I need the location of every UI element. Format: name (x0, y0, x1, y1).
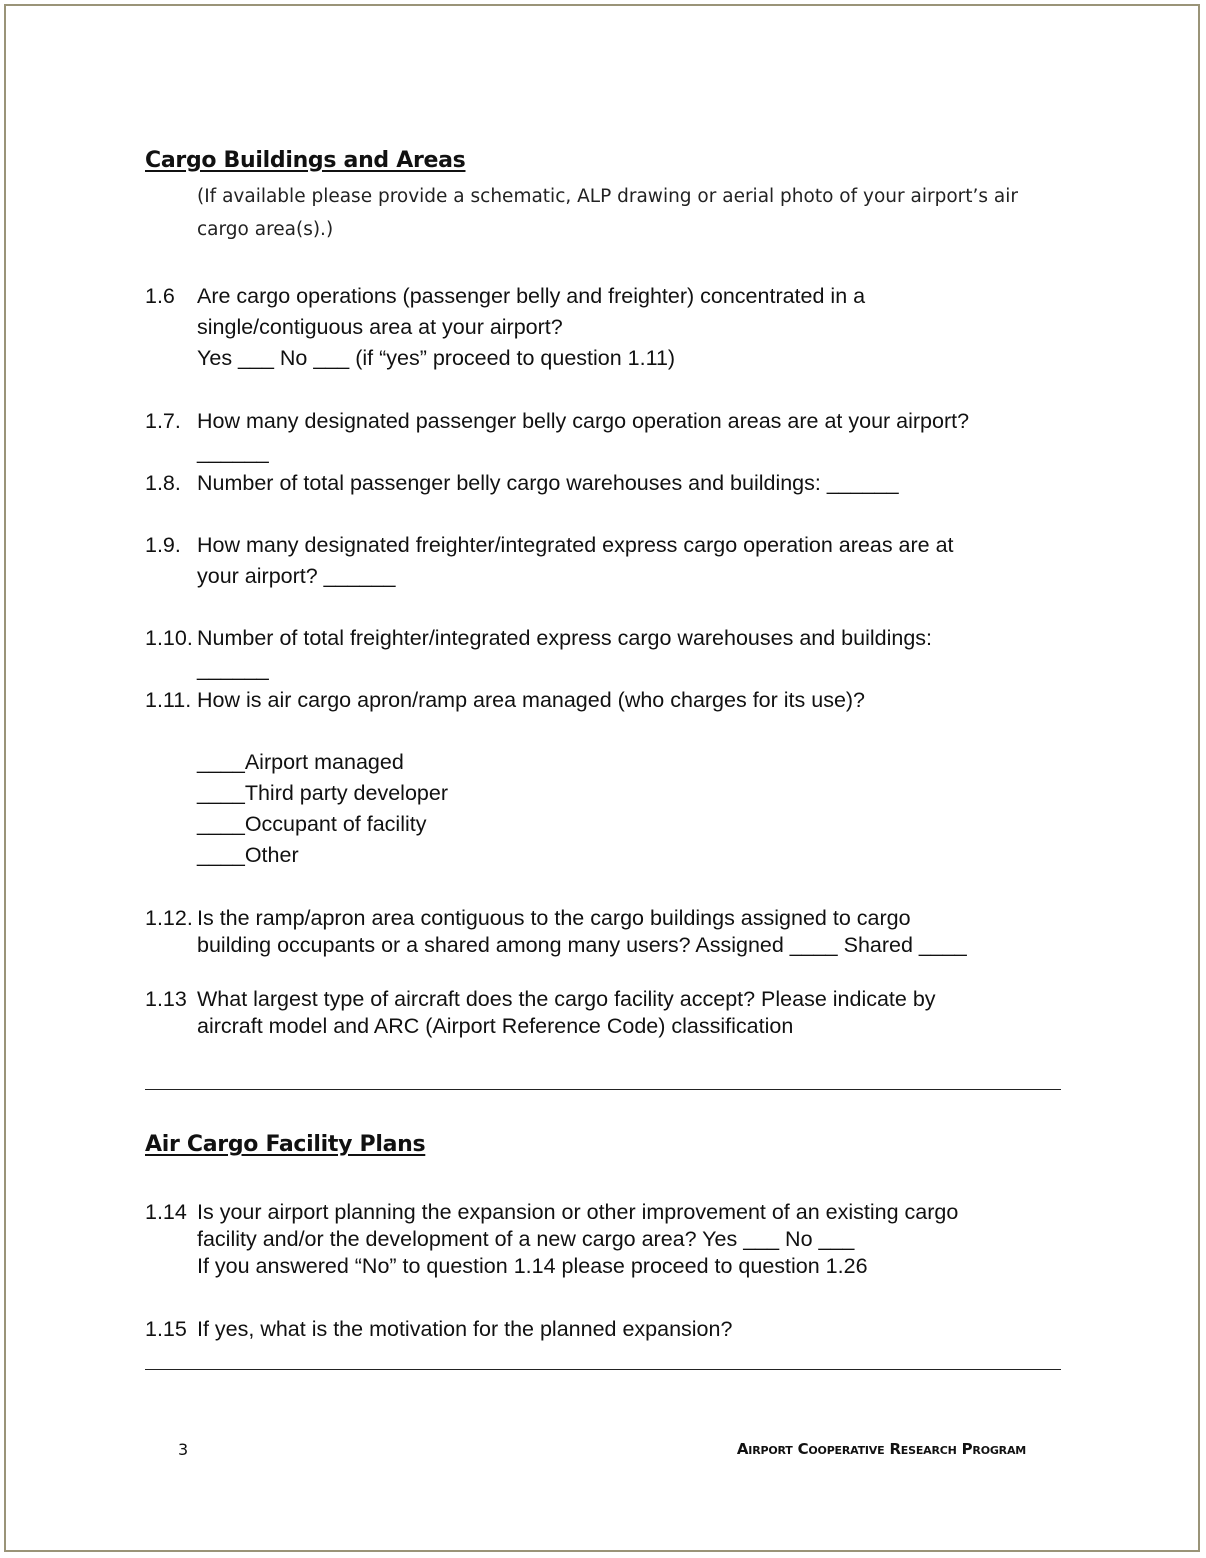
question-1-13-line1: What largest type of aircraft does the cargo facility accept? Please indicate by (197, 987, 936, 1011)
option-third-party-developer: ____Third party developer (197, 781, 448, 805)
question-1-7-line1: How many designated passenger belly cargo operation areas are at your airport? (197, 409, 970, 433)
question-1-14-line3: If you answered “No” to question 1.14 please proceed to question 1.26 (197, 1254, 868, 1278)
option-occupant-of-facility: ____Occupant of facility (197, 812, 427, 836)
question-1-13-line2: aircraft model and ARC (Airport Reference Code) classification (197, 1014, 794, 1038)
question-1-7-blank: ______ (197, 440, 269, 464)
question-number-1-6: 1.6 (145, 284, 175, 308)
question-1-12-line1: Is the ramp/apron area contiguous to the cargo buildings assigned to cargo (197, 906, 911, 930)
question-number-1-7: 1.7. (145, 409, 181, 433)
question-1-6-line3: Yes ___ No ___ (if “yes” proceed to question 1.11) (197, 346, 676, 370)
section-note-line2: cargo area(s).) (197, 219, 334, 240)
answer-line-1-15 (145, 1369, 1061, 1370)
section-title-cargo-buildings: Cargo Buildings and Areas (145, 148, 466, 173)
answer-line-1-13 (145, 1089, 1061, 1090)
question-1-10-line1: Number of total freighter/integrated express cargo warehouses and buildings: (197, 626, 932, 650)
question-number-1-10: 1.10. (145, 626, 193, 650)
page-number: 3 (178, 1440, 189, 1459)
question-number-1-12: 1.12. (145, 906, 193, 930)
question-number-1-13: 1.13 (145, 987, 187, 1011)
question-1-14-line1: Is your airport planning the expansion or other improvement of an existing cargo (197, 1200, 959, 1224)
question-1-10-blank: ______ (197, 657, 269, 681)
question-1-12-line2: building occupants or a shared among many users? Assigned ____ Shared ____ (197, 933, 967, 957)
question-number-1-9: 1.9. (145, 533, 181, 557)
question-number-1-15: 1.15 (145, 1317, 187, 1341)
question-1-15-line1: If yes, what is the motivation for the planned expansion? (197, 1317, 733, 1341)
question-1-11-line1: How is air cargo apron/ramp area managed (who charges for its use)? (197, 688, 866, 712)
footer-program-name: Airport Cooperative Research Program (736, 1440, 1026, 1458)
question-number-1-8: 1.8. (145, 471, 181, 495)
option-other: ____Other (197, 843, 299, 867)
section-note-line1: (If available please provide a schematic, ALP drawing or aerial photo of your airport’s air (197, 186, 1018, 207)
question-1-14-line2: facility and/or the development of a new cargo area? Yes ___ No ___ (197, 1227, 855, 1251)
option-airport-managed: ____Airport managed (197, 750, 404, 774)
question-number-1-11: 1.11. (145, 688, 192, 712)
question-1-9-line1: How many designated freighter/integrated express cargo operation areas are at (197, 533, 954, 557)
question-1-8-line1: Number of total passenger belly cargo warehouses and buildings: ______ (197, 471, 899, 495)
question-1-9-line2: your airport? ______ (197, 564, 396, 588)
question-number-1-14: 1.14 (145, 1200, 187, 1224)
question-1-6-line1: Are cargo operations (passenger belly and freighter) concentrated in a (197, 284, 866, 308)
section-title-facility-plans: Air Cargo Facility Plans (145, 1132, 426, 1157)
question-1-6-line2: single/contiguous area at your airport? (197, 315, 563, 339)
